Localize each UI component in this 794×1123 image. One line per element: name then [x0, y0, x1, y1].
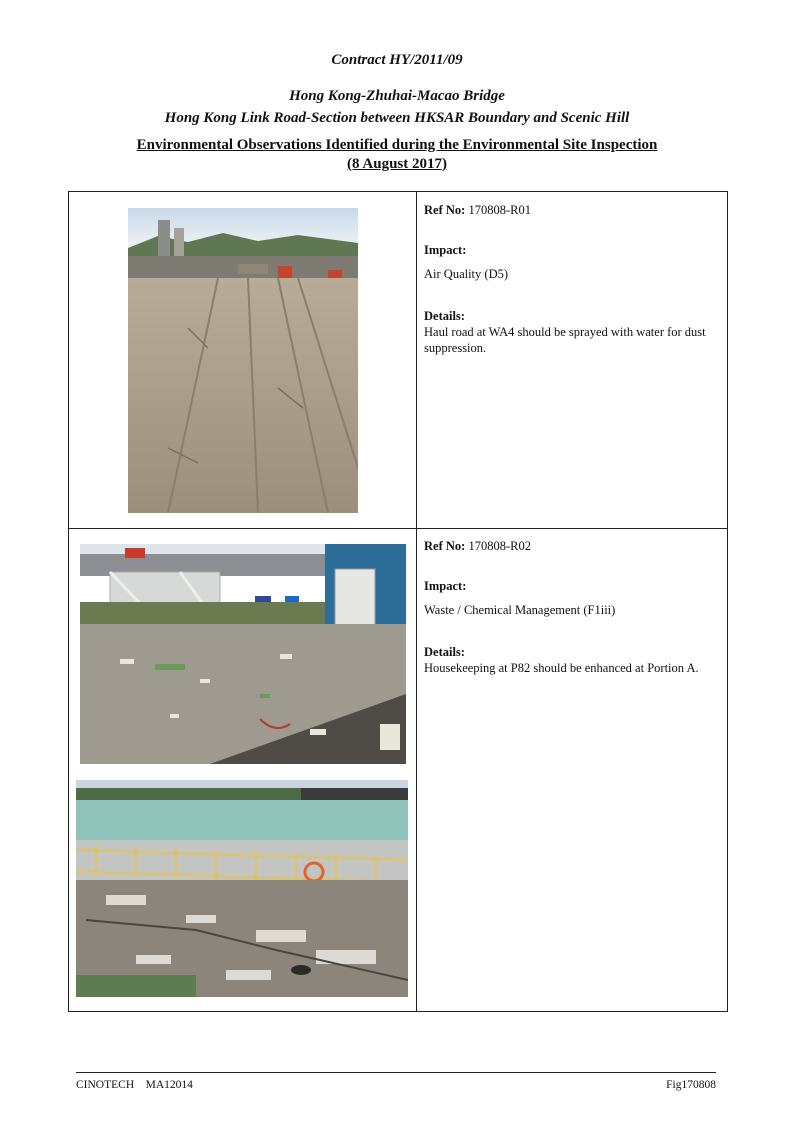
ref-value: 170808-R02 [468, 539, 531, 553]
footer-figure: Fig170808 [666, 1079, 716, 1091]
impact-value: Air Quality (D5) [424, 267, 509, 281]
details-value: Haul road at WA4 should be sprayed with water for dust suppression. [424, 325, 706, 355]
photo-site-housekeeping [80, 544, 406, 764]
project-line-1: Hong Kong-Zhuhai-Macao Bridge [289, 88, 505, 104]
ref-value: 170808-R01 [468, 203, 531, 217]
details-value: Housekeeping at P82 should be enhanced at Portion A. [424, 661, 699, 675]
photo-waterfront-debris [76, 780, 408, 997]
title-line-1: Environmental Observations Identified during the Environmental Site Inspection [136, 137, 658, 153]
document-title [0, 136, 794, 174]
project-line-2: Hong Kong Link Road-Section between HKSAR Boundary and Scenic Hill [164, 110, 630, 126]
observation-1-info [424, 202, 724, 356]
observation-2-info [424, 538, 724, 676]
ref-label: Ref No: [424, 203, 466, 217]
row-divider [69, 528, 727, 529]
footer-company-name: CINOTECH [76, 1079, 135, 1091]
photo-haul-road [128, 208, 358, 513]
footer-ref: MA12014 [145, 1079, 193, 1091]
ref-label: Ref No: [424, 539, 466, 553]
details-label: Details: [424, 309, 465, 323]
impact-value: Waste / Chemical Management (F1iii) [424, 603, 616, 617]
impact-label: Impact: [424, 243, 467, 257]
footer-company [76, 1079, 193, 1091]
title-line-2: (8 August 2017) [346, 156, 447, 172]
column-divider [416, 192, 417, 1011]
impact-label: Impact: [424, 579, 467, 593]
footer-rule [76, 1072, 716, 1073]
observations-table [68, 191, 728, 1012]
project-title [0, 85, 794, 129]
details-label: Details: [424, 645, 465, 659]
contract-title: Contract HY/2011/09 [331, 52, 463, 68]
